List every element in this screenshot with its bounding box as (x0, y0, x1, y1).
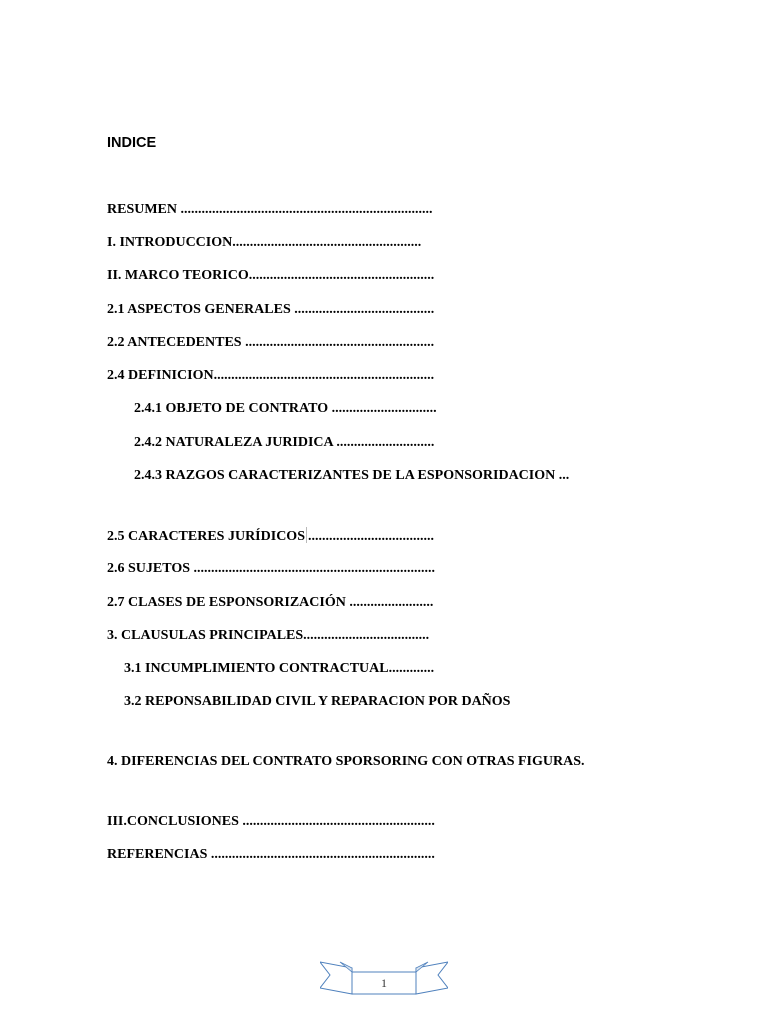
toc-entry-objeto-contrato: 2.4.1 OBJETO DE CONTRATO .............................. (134, 401, 437, 416)
index-heading: INDICE (107, 135, 157, 151)
text-cursor (306, 527, 307, 543)
page-number: 1 (381, 976, 387, 990)
toc-entry-caracteres-juridicos-label: 2.5 CARACTERES JURÍDICOS (107, 529, 305, 544)
toc-entry-diferencias: 4. DIFERENCIAS DEL CONTRATO SPORSORING CON OTRAS FIGURAS. (107, 754, 585, 769)
toc-entry-responsabilidad: 3.2 REPONSABILIDAD CIVIL Y REPARACION POR DAÑOS (124, 694, 511, 709)
toc-entry-naturaleza-juridica: 2.4.2 NATURALEZA JURIDICA ............................ (134, 435, 435, 450)
toc-entry-incumplimiento: 3.1 INCUMPLIMIENTO CONTRACTUAL............. (124, 661, 435, 676)
toc-entry-referencias: REFERENCIAS ................................................................ (107, 847, 435, 862)
toc-entry-antecedentes: 2.2 ANTECEDENTES ...................................................... (107, 335, 435, 350)
toc-entry-marco-teorico: II. MARCO TEORICO..................................................... (107, 268, 435, 283)
toc-entry-aspectos-generales: 2.1 ASPECTOS GENERALES ........................................ (107, 302, 435, 317)
toc-entry-clases: 2.7 CLASES DE ESPONSORIZACIÓN ........................ (107, 595, 434, 610)
toc-entry-caracteres-juridicos-dots: .................................... (307, 529, 434, 544)
toc-entry-clausulas: 3. CLAUSULAS PRINCIPALES.................................... (107, 628, 430, 643)
toc-entry-razgos: 2.4.3 RAZGOS CARACTERIZANTES DE LA ESPONSORIDACION ... (134, 468, 570, 483)
toc-entry-introduccion: I. INTRODUCCION...................................................... (107, 235, 422, 250)
toc-entry-caracteres-juridicos (107, 527, 434, 546)
toc-entry-conclusiones: III.CONCLUSIONES ....................................................... (107, 814, 435, 829)
toc-entry-resumen: RESUMEN ........................................................................ (107, 202, 433, 217)
toc-entry-sujetos: 2.6 SUJETOS ..................................................................... (107, 561, 435, 576)
toc-entry-definicion: 2.4 DEFINICION............................................................... (107, 368, 435, 383)
